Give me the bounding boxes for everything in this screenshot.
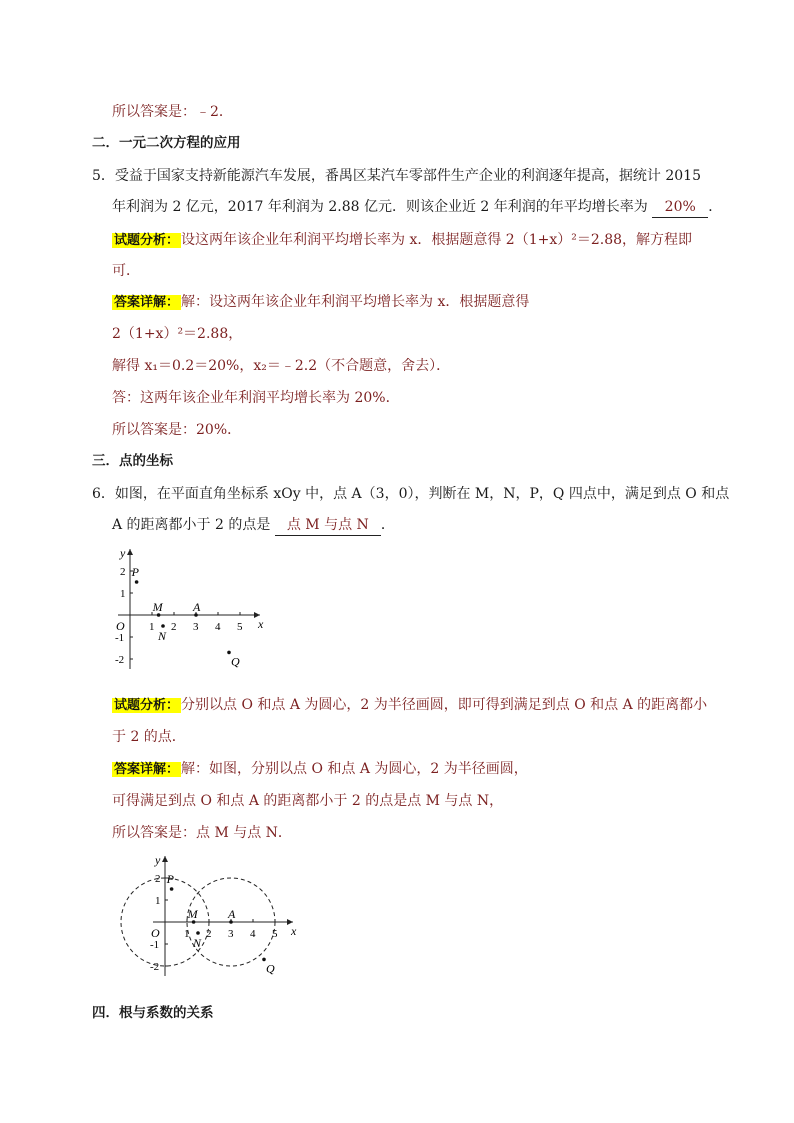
section-2-title: 二．一元二次方程的应用 (92, 135, 241, 151)
point-N (196, 931, 200, 935)
q5-stem-line1: 受益于国家支持新能源汽车发展，番禺区某汽车零部件生产企业的利润逐年提高，据统计 2015 (114, 168, 701, 184)
q6-line2 (112, 515, 395, 536)
x-tick-label: 3 (193, 621, 199, 633)
x-tick-label: 1 (184, 928, 190, 940)
point-label-Q: Q (231, 654, 240, 669)
point-label-P: P (131, 565, 139, 579)
q6-final: 所以答案是：点 M 与点 N． (112, 825, 292, 841)
y-tick-label: 1 (155, 895, 161, 907)
q5-period: ． (708, 199, 723, 215)
q6-detail-text: 解：如图，分别以点 O 和点 A 为圆心，2 为半径画圆， (181, 761, 528, 777)
y-tick-label: -1 (150, 939, 160, 951)
q5-detail-solve: 解得 x₁＝0.2＝20%，x₂＝﹣2.2（不合题意，舍去）． (112, 358, 451, 374)
q6-analysis-line1 (112, 695, 707, 716)
q6-number: 6． (92, 486, 115, 502)
coordinate-graph-solution (108, 850, 308, 990)
y-tick-label: -2 (115, 654, 125, 666)
q6-detail-line1 (112, 759, 528, 780)
y-axis-label: y (120, 546, 126, 560)
y-tick-label: 2 (120, 566, 126, 578)
point-P (170, 887, 174, 891)
point-label-N: N (193, 936, 202, 950)
section-3-title: 三．点的坐标 (92, 453, 173, 469)
y-tick-label: 1 (120, 588, 126, 600)
x-axis-label: x (291, 924, 297, 938)
coordinate-graph-question (108, 545, 278, 680)
point-label-A: A (193, 600, 201, 614)
q5-analysis-line2: 可． (112, 263, 140, 279)
q5-detail-line1 (112, 292, 529, 313)
origin-label: O (151, 926, 160, 940)
x-tick-label: 3 (228, 928, 234, 940)
y-tick-label: 2 (155, 873, 161, 885)
q5-analysis-label: 试题分析： (114, 233, 180, 248)
x-tick-label: 2 (171, 621, 177, 633)
q6-analysis-label: 试题分析： (114, 698, 180, 713)
x-tick-label: 4 (215, 621, 221, 633)
x-tick-label: 1 (149, 621, 155, 633)
y-axis-arrow (127, 549, 133, 555)
point-label-M: M (187, 907, 198, 921)
q5-stem-line2: 年利润为 2 亿元，2017 年利润为 2.88 亿元．则该企业近 2 年利润的年平均增长率为 (112, 199, 648, 215)
q5-analysis-line1 (112, 230, 692, 251)
q5-detail-answer: 答：这两年该企业年利润平均增长率为 20%． (112, 390, 400, 406)
q6-analysis-line2: 于 2 的点． (112, 729, 186, 745)
y-tick-label: -2 (150, 961, 160, 973)
point-label-M: M (152, 600, 163, 614)
q5-line1 (92, 166, 701, 186)
q5-detail-text: 解：设这两年该企业年利润平均增长率为 x．根据题意得 (181, 294, 530, 310)
q6-period: ． (380, 517, 395, 533)
y-tick-label: -1 (115, 632, 125, 644)
x-axis-label: x (258, 617, 264, 631)
point-label-Q: Q (266, 961, 275, 976)
q5-line2 (112, 197, 722, 218)
y-axis-label: y (155, 853, 161, 867)
point-N (161, 624, 165, 628)
q5-answer-blank: 20% (652, 197, 708, 218)
x-tick-label: 5 (237, 621, 243, 633)
point-P (135, 580, 139, 584)
q5-analysis-text: 设这两年该企业年利润平均增长率为 x．根据题意得 2（1+x）²＝2.88，解方程即 (181, 232, 693, 248)
previous-answer-line: 所以答案是：﹣2． (112, 104, 233, 120)
x-tick-label: 5 (272, 928, 278, 940)
y-axis-arrow (162, 856, 168, 862)
q6-line1 (92, 484, 729, 504)
q6-detail-line2: 可得满足到点 O 和点 A 的距离都小于 2 的点是点 M 与点 N， (112, 793, 504, 809)
section-4-title: 四．根与系数的关系 (92, 1005, 214, 1021)
q6-stem-line1: 如图，在平面直角坐标系 xOy 中，点 A（3，0），判断在 M，N，P，Q 四点中，满足到点 O 和点 (114, 486, 730, 502)
q6-detail-label: 答案详解： (114, 762, 180, 777)
x-tick-label: 4 (250, 928, 256, 940)
origin-label: O (116, 619, 125, 633)
q5-detail-label: 答案详解： (114, 295, 180, 310)
q5-detail-equation: 2（1+x）²＝2.88， (112, 326, 243, 342)
point-label-N: N (158, 629, 167, 643)
point-label-P: P (166, 872, 174, 886)
x-tick-label: 2 (206, 928, 212, 940)
point-label-A: A (228, 907, 236, 921)
q6-stem-line2: A 的距离都小于 2 的点是 (112, 517, 271, 533)
q6-analysis-text: 分别以点 O 和点 A 为圆心，2 为半径画圆，即可得到满足到点 O 和点 A 的距离都小 (181, 697, 708, 713)
q5-number: 5． (92, 168, 115, 184)
q6-answer-blank: 点 M 与点 N (275, 515, 381, 536)
q5-final: 所以答案是：20%． (112, 422, 242, 438)
